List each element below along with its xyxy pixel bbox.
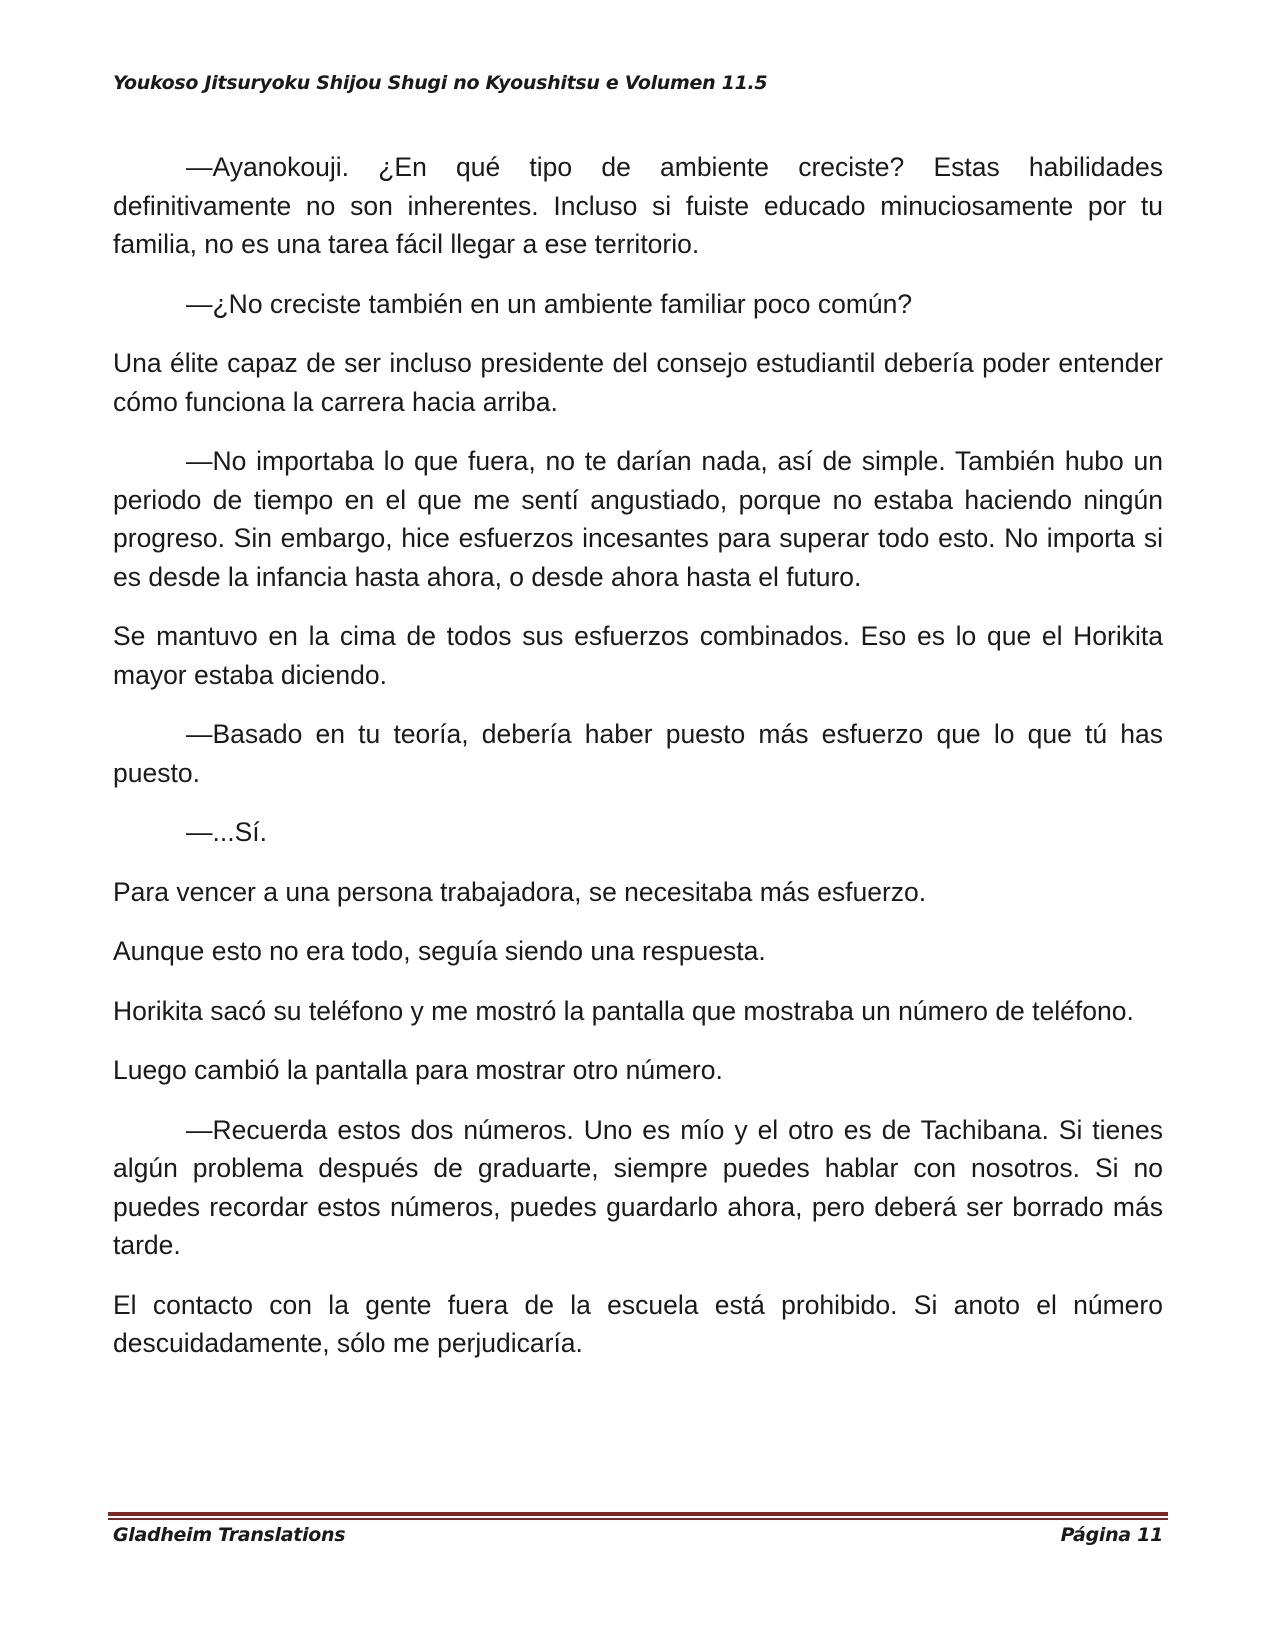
page-number: Página 11	[1060, 1524, 1163, 1546]
footer-divider	[108, 1512, 1168, 1520]
paragraph: Una élite capaz de ser incluso presidente del consejo estudiantil debería poder entender cómo funciona la carrera hacia arriba.	[113, 348, 1163, 417]
paragraph: —Ayanokouji. ¿En qué tipo de ambiente creciste? Estas habilidades definitivamente no son inherentes. Incluso si fuiste educado minuciosamente por tu familia, no es una tarea fácil llegar a ese territorio.	[113, 152, 1163, 259]
body-text	[113, 148, 1163, 1384]
paragraph: El contacto con la gente fuera de la escuela está prohibido. Si anoto el número descuidadamente, sólo me perjudicaría.	[113, 1289, 1163, 1358]
paragraph: Para vencer a una persona trabajadora, se necesitaba más esfuerzo.	[113, 876, 927, 907]
paragraph: Aunque esto no era todo, seguía siendo una respuesta.	[113, 936, 766, 966]
paragraph: Luego cambió la pantalla para mostrar otro número.	[113, 1055, 723, 1085]
paragraph: —No importaba lo que fuera, no te darían nada, así de simple. También hubo un periodo de tiempo en el que me sentí angustiado, porque no estaba haciendo ningún progreso. Sin embargo, hice esfuerzos incesantes para superar todo esto. No importa si es desde la infancia hasta ahora, o desde ahora hasta el futuro.	[113, 446, 1163, 592]
paragraph: —Basado en tu teoría, debería haber puesto más esfuerzo que lo que tú has puesto.	[113, 719, 1163, 788]
paragraph: —¿No creciste también en un ambiente familiar poco común?	[186, 288, 913, 319]
paragraph: Se mantuvo en la cima de todos sus esfuerzos combinados. Eso es lo que el Horikita mayor estaba diciendo.	[113, 621, 1163, 690]
paragraph: —Recuerda estos dos números. Uno es mío y el otro es de Tachibana. Si tienes algún problema después de graduarte, siempre puedes hablar con nosotros. Si no puedes recordar estos números, puedes guardarlo ahora, pero deberá ser borrado más tarde.	[113, 1114, 1163, 1260]
footer-credit: Gladheim Translations	[113, 1524, 346, 1546]
paragraph: —...Sí.	[186, 817, 267, 847]
paragraph: Horikita sacó su teléfono y me mostró la pantalla que mostraba un número de teléfono.	[113, 995, 1134, 1026]
page-header-title: Youkoso Jitsuryoku Shijou Shugi no Kyoushitsu e Volumen 11.5	[113, 72, 768, 94]
